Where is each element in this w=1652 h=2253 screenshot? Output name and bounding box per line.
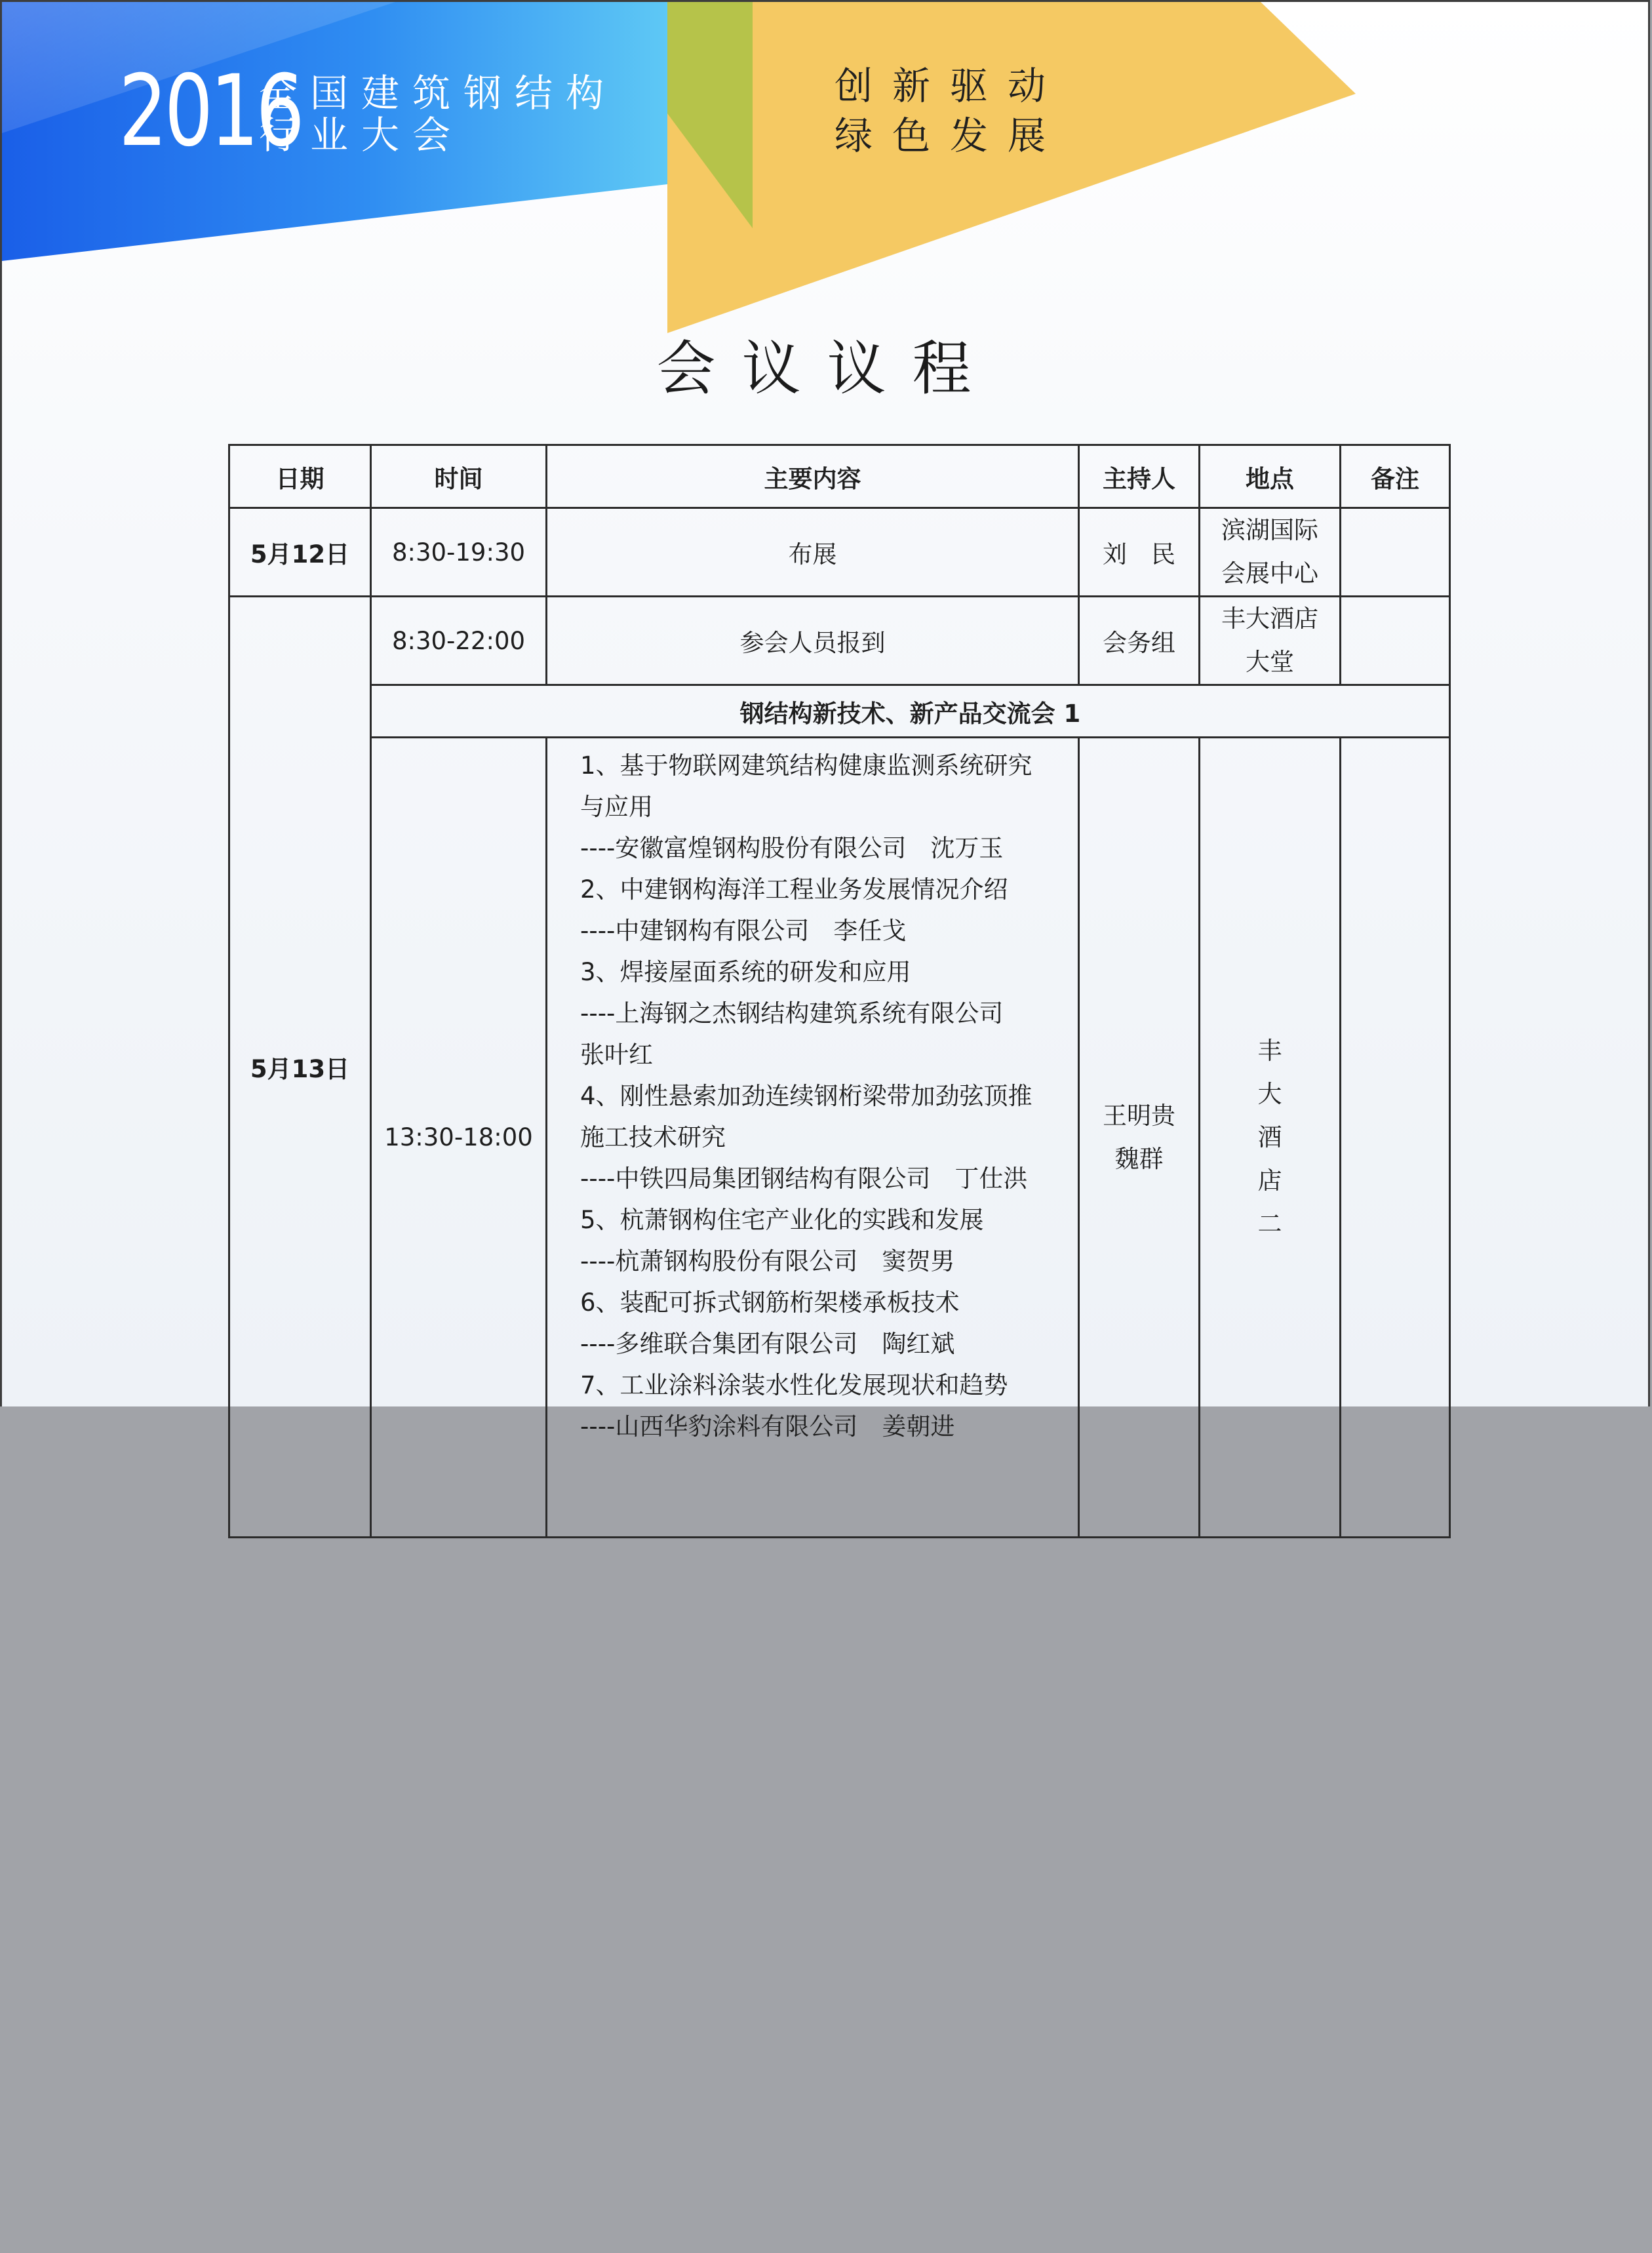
header-date: 日期 (229, 445, 371, 508)
list-item: 4、刚性悬索加劲连续钢桁梁带加劲弦顶推 (580, 1082, 1032, 1110)
header-banner-graphic (2, 2, 1652, 343)
row3-host-line1: 王明贵 (1103, 1101, 1175, 1130)
list-item: ----安徽富煌钢构股份有限公司 沈万玉 (580, 834, 1004, 862)
row3-host (1079, 738, 1200, 1538)
section-title-row (229, 685, 1450, 738)
conference-name-line1: 全国建筑钢结构 (259, 71, 618, 115)
row2-note (1341, 597, 1450, 685)
row1-note (1341, 508, 1450, 597)
row2-host: 会务组 (1079, 597, 1200, 685)
list-item: ----多维联合集团有限公司 陶红斌 (580, 1330, 955, 1358)
row3-venue-char: 二 (1257, 1209, 1282, 1238)
row1-venue-line2: 会展中心 (1221, 559, 1318, 588)
row2-venue-line1: 丰大酒店 (1221, 605, 1318, 633)
row3-venue-char: 丰 (1257, 1036, 1282, 1065)
row3-venue-char: 大 (1257, 1079, 1282, 1108)
row3-time: 13:30-18:00 (371, 738, 547, 1538)
list-item: 1、基于物联网建筑结构健康监测系统研究 (580, 751, 1032, 780)
list-item: 6、装配可拆式钢筋桁架楼承板技术 (580, 1288, 960, 1317)
header-note: 备注 (1341, 445, 1450, 508)
table-row (229, 508, 1450, 597)
slogan-line2: 绿色发展 (835, 113, 1066, 158)
section-title: 钢结构新技术、新产品交流会 1 (371, 685, 1450, 738)
row1-venue (1200, 508, 1341, 597)
conference-name-line2: 行业大会 (259, 113, 464, 157)
row3-date-text: 5月13日 (250, 1055, 350, 1083)
conference-year: 2016 (119, 54, 302, 169)
list-item: ----中建钢构有限公司 李任戈 (580, 917, 907, 945)
row3-date (229, 597, 371, 1538)
table-row (229, 738, 1450, 1538)
table-header-row (229, 445, 1450, 508)
list-item: 7、工业涂料涂装水性化发展现状和趋势 (580, 1371, 1008, 1399)
row2-venue (1200, 597, 1341, 685)
header-content: 主要内容 (547, 445, 1079, 508)
list-item: ----山西华豹涂料有限公司 姜朝进 (580, 1412, 955, 1441)
row1-content: 布展 (547, 508, 1079, 597)
table-row (229, 597, 1450, 685)
list-item: ----上海钢之杰钢结构建筑系统有限公司 (580, 999, 1004, 1027)
list-item: 张叶红 (580, 1041, 653, 1069)
header-time: 时间 (371, 445, 547, 508)
row3-venue-char: 店 (1257, 1166, 1282, 1195)
row3-venue (1200, 738, 1341, 1538)
row2-time: 8:30-22:00 (371, 597, 547, 685)
list-item: 3、焊接屋面系统的研发和应用 (580, 958, 911, 986)
row2-venue-line2: 大堂 (1246, 648, 1294, 676)
header-venue: 地点 (1200, 445, 1341, 508)
list-item: ----中铁四局集团钢结构有限公司 丁仕洪 (580, 1165, 1028, 1193)
row3-note (1341, 738, 1450, 1538)
row1-time: 8:30-19:30 (371, 508, 547, 597)
list-item: 施工技术研究 (580, 1123, 726, 1151)
page-title: 会议议程 (656, 334, 998, 403)
row3-venue-char: 酒 (1257, 1123, 1282, 1151)
row1-venue-line1: 滨湖国际 (1221, 516, 1318, 544)
list-item: 2、中建钢构海洋工程业务发展情况介绍 (580, 875, 1008, 904)
list-item: 与应用 (580, 793, 653, 821)
row1-host: 刘 民 (1079, 508, 1200, 597)
slogan-line1: 创新驱动 (835, 64, 1066, 108)
row2-content: 参会人员报到 (547, 597, 1079, 685)
list-item: ----杭萧钢构股份有限公司 窦贺男 (580, 1247, 955, 1275)
header-host: 主持人 (1079, 445, 1200, 508)
row3-content-list (547, 738, 1079, 1538)
row1-date: 5月12日 (229, 508, 371, 597)
list-item: 5、杭萧钢构住宅产业化的实践和发展 (580, 1206, 984, 1234)
agenda-table (228, 444, 1451, 1538)
row3-host-line2: 魏群 (1114, 1144, 1164, 1173)
